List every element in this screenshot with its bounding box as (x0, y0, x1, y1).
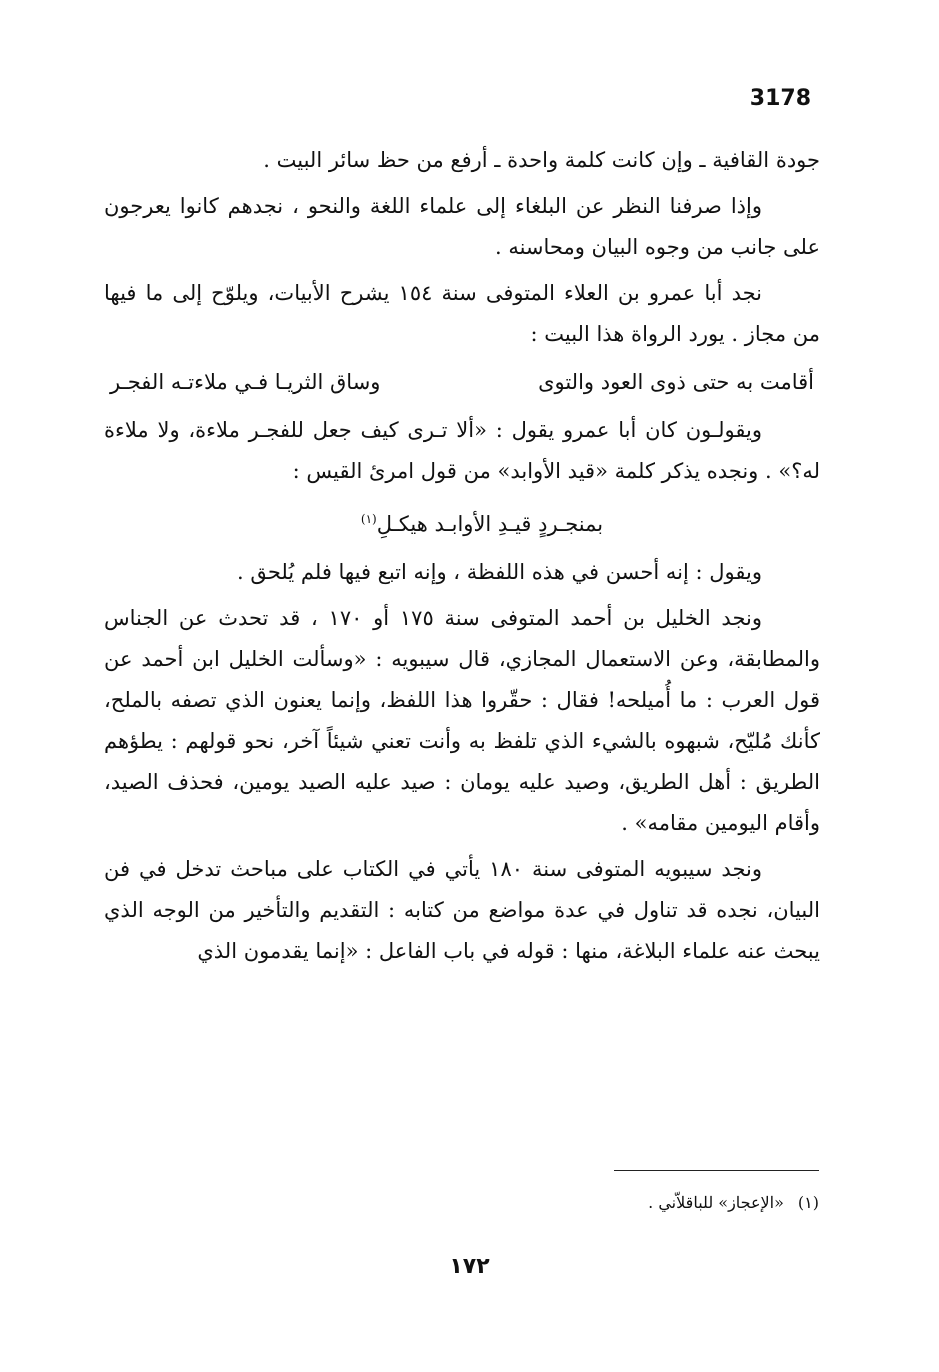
paragraph-3: نجد أبا عمرو بن العلاء المتوفى سنة ١٥٤ يشرح الأبيات، ويلوّح إلى ما فيها من مجاز . يورد الرواة هذا البيت : (104, 281, 820, 346)
page-id-header: 3178 (749, 86, 811, 111)
verse-hemistich-first: أقامت به حتى ذوى العود والتوى (538, 370, 814, 394)
page-number: ١٧٢ (449, 1254, 490, 1279)
paragraph-6: ونجد الخليل بن أحمد المتوفى سنة ١٧٥ أو ١٧٠ ، قد تحدث عن الجناس والمطابقة، وعن الاستعمال المجازي، قال سيبويه : «وسألت الخليل ابن أحمد عن قول العرب : ما أُميلحه! فقال : حقّروا هذا اللفظ، وإنما يعنون الذي تصفه بالملح، كأنك مُليّح، شبهوه بالشيء الذي تلفظ به وأنت تعني شيئاً آخر، نحو قولهم : يطؤهم الطريق : أهل الطريق، وصيد عليه يومان : صيد عليه الصيد يومين، فحذف الصيد، وأقام اليومين مقامه» . (104, 606, 820, 835)
paragraph-5: ويقول : إنه أحسن في هذه اللفظة ، وإنه اتبع فيها فلم يُلحق . (237, 560, 762, 584)
verse-hemistich: بمنجـردٍ قيـدِ الأوابـد هيكـلِ (376, 512, 604, 536)
footnote-reference: (١) (360, 512, 377, 526)
footnote-divider (614, 1170, 819, 1171)
paragraph-2: وإذا صرفنا النظر عن البلغاء إلى علماء اللغة والنحو ، نجدهم كانوا يعرجون على جانب من وجوه البيان ومحاسنه . (104, 194, 820, 259)
verse-line-2 (104, 497, 820, 546)
footnote (648, 1190, 819, 1216)
paragraph-1: جودة القافية ـ وإن كانت كلمة واحدة ـ أرفع من حظ سائر البيت . (263, 148, 820, 172)
paragraph-4: ويقولـون كان أبا عمرو يقول : «ألا تـرى كيف جعل للفجـر ملاءة، ولا ملاءة له؟» . ونجده يذكر كلمة «قيد الأوابد» من قول امرئ القيس : (104, 418, 820, 483)
main-text (104, 140, 820, 977)
footnote-text: «الإعجاز» للباقلاّني . (648, 1193, 784, 1212)
verse-hemistich-second: وساق الثريـا فـي ملاءتـه الفجـر (110, 370, 381, 394)
verse-line-1 (104, 360, 820, 404)
paragraph-7: ونجد سيبويه المتوفى سنة ١٨٠ يأتي في الكتاب على مباحث تدخل في فن البيان، نجده قد تناول في عدة مواضع من كتابه : التقديم والتأخير من الوجه الذي يبحث عنه علماء البلاغة، منها : قوله في باب الفاعل : «إنما يقدمون الذي (104, 857, 820, 963)
footnote-marker: (١) (797, 1193, 819, 1212)
